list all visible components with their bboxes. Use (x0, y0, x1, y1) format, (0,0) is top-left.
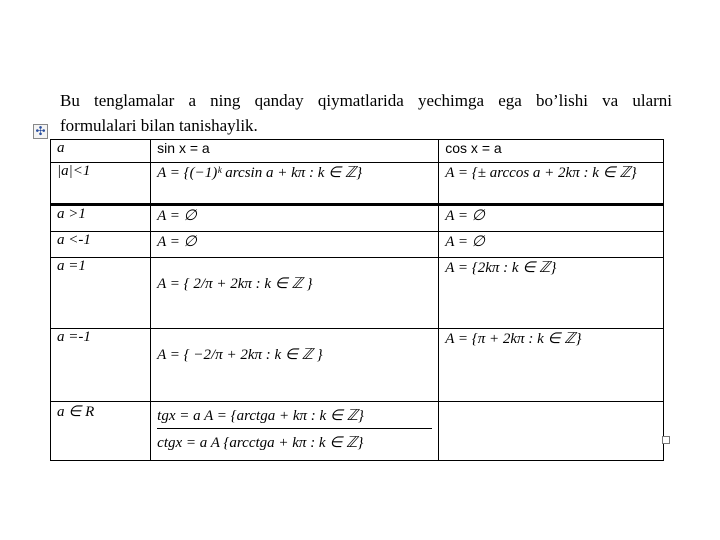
header-sin: sin x = a (151, 140, 439, 163)
cos-solution-cell: A = ∅ (439, 205, 664, 232)
table-row (51, 232, 664, 258)
header-a: a (51, 140, 151, 163)
sin-solution-cell: A = ∅ (151, 232, 439, 258)
table-header-row (51, 140, 664, 163)
header-cos: cos x = a (439, 140, 664, 163)
cos-solution-cell: A = {2kπ : k ∈ ℤ} (439, 258, 664, 329)
table-row (51, 329, 664, 402)
empty-cell (439, 402, 664, 461)
cos-solution-cell: A = {π + 2kπ : k ∈ ℤ} (439, 329, 664, 402)
sin-solution-cell: A = {(−1)ᵏ arcsin a + kπ : k ∈ ℤ} (151, 163, 439, 205)
table-row (51, 205, 664, 232)
tg-solution: tgx = a A = {arctga + kπ : k ∈ ℤ} (157, 402, 432, 429)
intro-line-2: formulalari bilan tanishaylik. (60, 116, 258, 135)
condition-cell: a =1 (51, 258, 151, 329)
table-row (51, 402, 664, 461)
cos-solution-cell: A = {± arccos a + 2kπ : k ∈ ℤ} (439, 163, 664, 205)
ctg-solution: ctgx = a A {arcctga + kπ : k ∈ ℤ} (157, 435, 364, 451)
intro-line-1: Bu tenglamalar a ning qanday qiymatlarida yechimga ega bo’lishi va ularni (60, 91, 672, 110)
tg-ctg-cell (151, 402, 439, 461)
sin-solution-cell: A = { −2/π + 2kπ : k ∈ ℤ } (151, 329, 439, 402)
table-resize-handle[interactable] (662, 436, 670, 444)
condition-cell: a >1 (51, 205, 151, 232)
condition-cell: |a|<1 (51, 163, 151, 205)
condition-cell: a =-1 (51, 329, 151, 402)
sin-solution-cell: A = { 2/π + 2kπ : k ∈ ℤ } (151, 258, 439, 329)
condition-cell: a ∈ R (51, 402, 151, 461)
table-row (51, 258, 664, 329)
sin-solution-cell: A = ∅ (151, 205, 439, 232)
condition-cell: a <-1 (51, 232, 151, 258)
table-move-handle-icon[interactable]: ✣ (33, 124, 48, 139)
equation-table (50, 139, 664, 461)
cos-solution-cell: A = ∅ (439, 232, 664, 258)
table-row (51, 163, 664, 205)
